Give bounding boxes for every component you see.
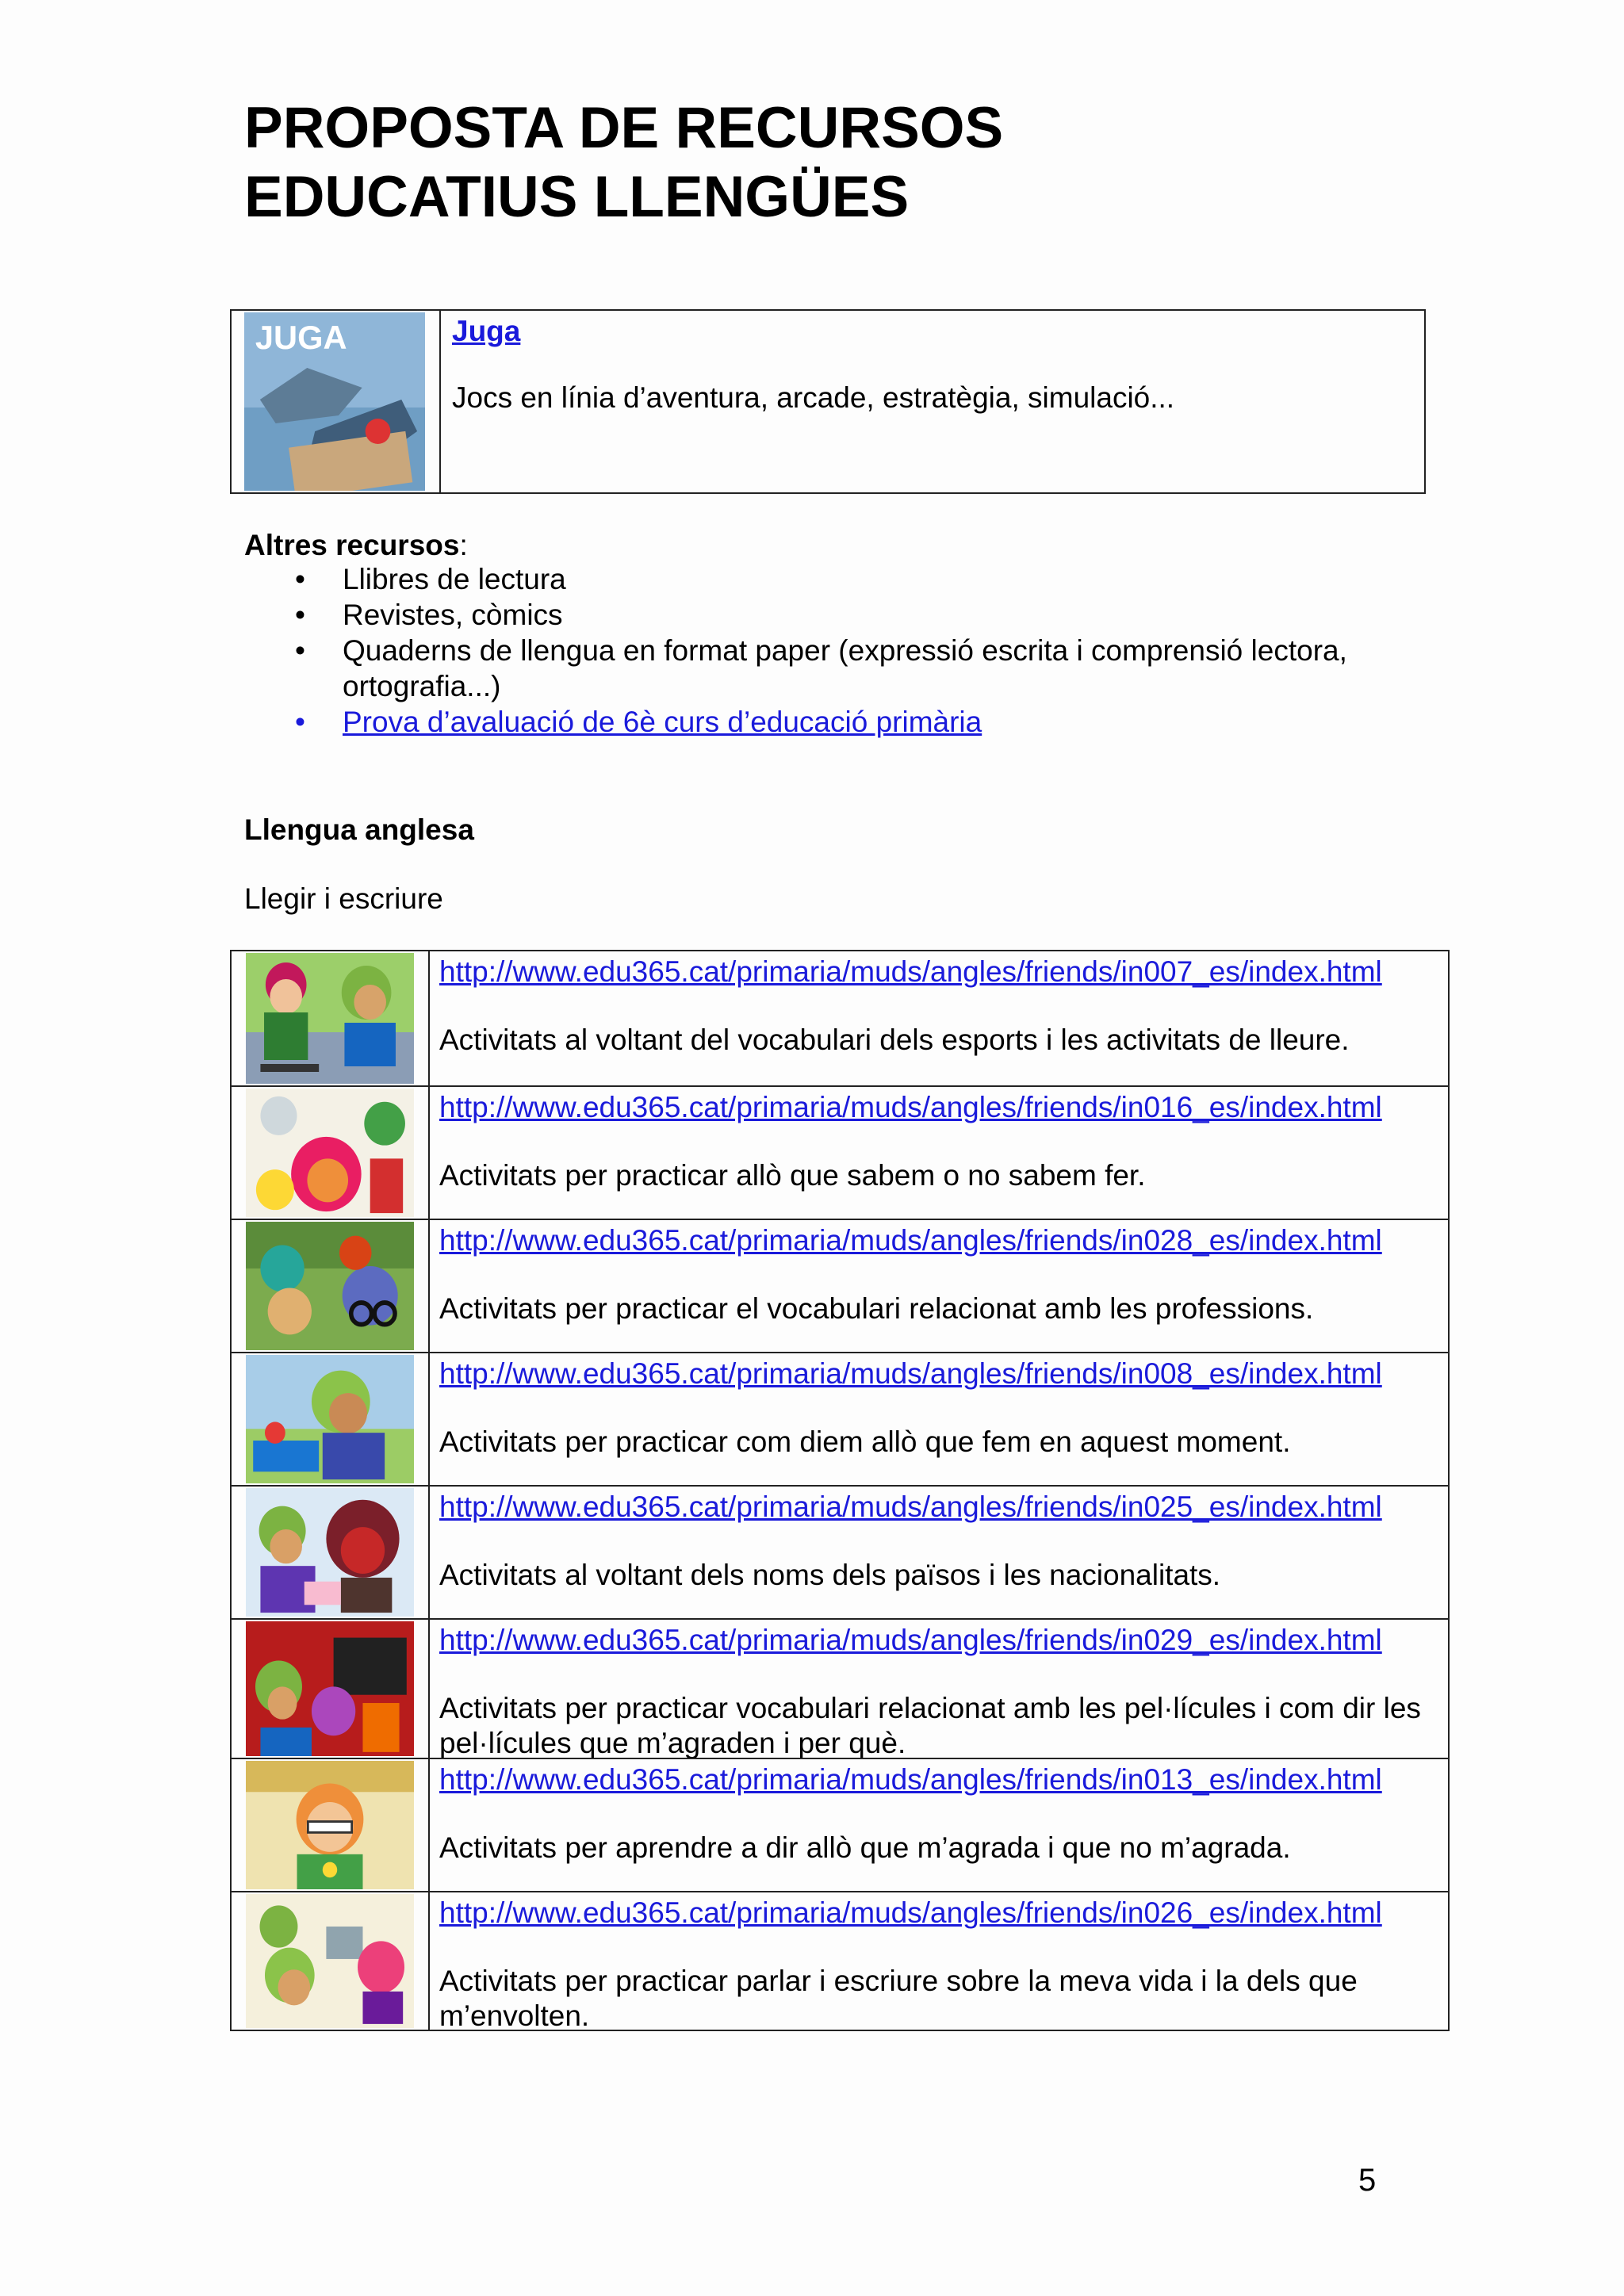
- resource-description: Activitats al voltant del vocabulari dels esports i les activitats de lleure.: [439, 1024, 1350, 1056]
- table-row: [232, 1485, 1448, 1618]
- resource-description: Activitats per aprendre a dir allò que m’agrada i que no m’agrada.: [439, 1831, 1291, 1864]
- resource-text-cell: [439, 1892, 1442, 2030]
- table-row: [232, 1352, 1448, 1485]
- svg-text:JUGA: JUGA: [255, 318, 347, 357]
- thumbnail-cell: [232, 1892, 430, 2030]
- juga-table: [230, 309, 1426, 494]
- cartoon-thumbnail: [246, 1089, 414, 1217]
- juga-thumbnail-cell: [232, 311, 441, 492]
- thumbnail-cell: [232, 1220, 430, 1352]
- cartoon-thumbnail: [246, 953, 414, 1084]
- altres-recursos-label: Altres recursos:: [244, 529, 468, 561]
- cartoon-thumbnail: [246, 1222, 414, 1350]
- juga-thumbnail: [244, 312, 425, 491]
- resource-link[interactable]: http://www.edu365.cat/primaria/muds/angles/friends/in008_es/index.html: [439, 1357, 1382, 1390]
- title-line-2: EDUCATIUS LLENGÜES: [244, 165, 910, 229]
- cartoon-thumbnail: [246, 1761, 414, 1889]
- table-row: [232, 951, 1448, 1085]
- juga-text-cell: [452, 311, 1418, 492]
- page-title: [244, 94, 1003, 232]
- resource-link[interactable]: http://www.edu365.cat/primaria/muds/angles/friends/in029_es/index.html: [439, 1624, 1382, 1656]
- resource-text-cell: [439, 1620, 1442, 1758]
- section-heading: Llengua anglesa: [244, 813, 474, 846]
- cartoon-thumbnail: [246, 1621, 414, 1756]
- list-item: • Revistes, còmics: [295, 599, 563, 631]
- resource-link[interactable]: http://www.edu365.cat/primaria/muds/angles/friends/in025_es/index.html: [439, 1490, 1382, 1523]
- resource-text-cell: [439, 1087, 1442, 1219]
- resource-link[interactable]: http://www.edu365.cat/primaria/muds/angles/friends/in026_es/index.html: [439, 1896, 1382, 1929]
- thumbnail-cell: [232, 1759, 430, 1891]
- resource-text-cell: [439, 951, 1442, 1085]
- thumbnail-cell: [232, 951, 430, 1085]
- resource-link[interactable]: http://www.edu365.cat/primaria/muds/angles/friends/in013_es/index.html: [439, 1763, 1382, 1796]
- juga-link[interactable]: Juga: [452, 315, 521, 347]
- table-row: [232, 1891, 1448, 2030]
- resource-text-cell: [439, 1759, 1442, 1891]
- list-item: • Llibres de lectura: [295, 563, 566, 595]
- resource-text-cell: [439, 1220, 1442, 1352]
- table-row: [232, 1219, 1448, 1352]
- resource-description: Activitats al voltant dels noms dels països i les nacionalitats.: [439, 1559, 1221, 1591]
- table-row: [232, 1618, 1448, 1758]
- resource-description: Activitats per practicar parlar i escriure sobre la meva vida i la dels que m’envolten.: [439, 1965, 1358, 2032]
- resource-link[interactable]: http://www.edu365.cat/primaria/muds/angles/friends/in007_es/index.html: [439, 955, 1382, 988]
- resource-text-cell: [439, 1487, 1442, 1618]
- cartoon-thumbnail: [246, 1355, 414, 1483]
- thumbnail-cell: [232, 1620, 430, 1758]
- resource-link[interactable]: http://www.edu365.cat/primaria/muds/angles/friends/in016_es/index.html: [439, 1091, 1382, 1123]
- resource-description: Activitats per practicar com diem allò que fem en aquest moment.: [439, 1425, 1291, 1458]
- resource-description: Activitats per practicar el vocabulari relacionat amb les professions.: [439, 1292, 1314, 1325]
- table-row: [232, 1085, 1448, 1219]
- thumbnail-cell: [232, 1487, 430, 1618]
- title-line-1: PROPOSTA DE RECURSOS: [244, 96, 1004, 160]
- juga-description: Jocs en línia d’aventura, arcade, estratègia, simulació...: [452, 381, 1175, 414]
- cartoon-thumbnail: [246, 1488, 414, 1617]
- list-item: • Quaderns de llengua en format paper (expressió escrita i comprensió lectora, ortografia...): [295, 634, 1347, 702]
- prova-avaluacio-link[interactable]: • Prova d’avaluació de 6è curs d’educació primària: [295, 706, 982, 738]
- resource-text-cell: [439, 1353, 1442, 1485]
- thumbnail-cell: [232, 1353, 430, 1485]
- resources-table: [230, 950, 1450, 2031]
- resource-description: Activitats per practicar allò que sabem o no sabem fer.: [439, 1159, 1146, 1192]
- page-number: 5: [1358, 2163, 1377, 2198]
- altres-recursos-list: [244, 561, 1434, 740]
- subheading: Llegir i escriure: [244, 882, 443, 915]
- thumbnail-cell: [232, 1087, 430, 1219]
- resource-link[interactable]: http://www.edu365.cat/primaria/muds/angles/friends/in028_es/index.html: [439, 1224, 1382, 1257]
- resource-description: Activitats per practicar vocabulari relacionat amb les pel·lícules i com dir les pel·lícules que m’agraden i per què.: [439, 1692, 1421, 1759]
- table-row: [232, 1758, 1448, 1891]
- cartoon-thumbnail: [246, 1894, 414, 2028]
